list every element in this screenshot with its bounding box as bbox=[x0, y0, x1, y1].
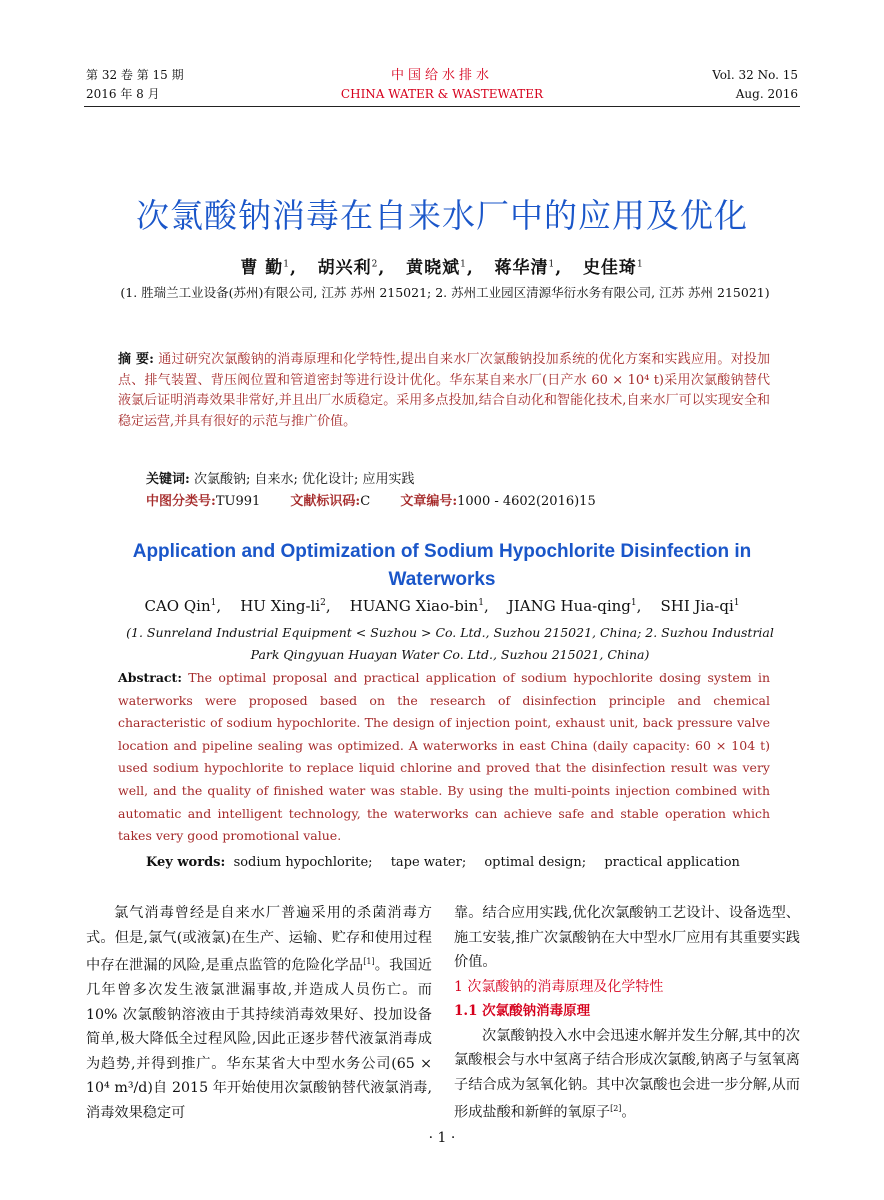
author-cn: 胡兴利$^2$ bbox=[317, 258, 379, 278]
citation-ref: [1] bbox=[363, 957, 375, 966]
author-cn: 史佳琦$^1$ bbox=[582, 258, 644, 278]
clc-label: 中图分类号: bbox=[146, 494, 216, 509]
header-rule bbox=[84, 106, 800, 107]
abstract-label-cn: 摘 要: bbox=[118, 352, 154, 367]
author-cn: 蒋华清$^1$ bbox=[494, 258, 556, 278]
abstract-label-en: Abstract: bbox=[118, 670, 182, 685]
keywords-en bbox=[146, 853, 754, 873]
article-no-label: 文章编号: bbox=[400, 494, 458, 509]
author-en: HU Xing-$li^2$ bbox=[240, 597, 326, 615]
body-paragraph: 次氯酸钠投入水中会迅速水解并发生分解,其中的次氯酸根会与水中氢离子结合形成次氯酸,钠离子与氢氧离子结合成为氢氧化钠。其中次氯酸也会进一步分解,从而形成盐酸和新鲜的氧原子[2]。 bbox=[454, 1027, 800, 1121]
author-list-en: CAO Qin$^1$, HU Xing-$li^2$, HUANG Xiao-bin$^1$, JIANG Hua-qing$^1$, SHI Jia-$qi^1$ bbox=[144, 597, 740, 615]
author-en: JIANG Hua-qing$^1$ bbox=[507, 597, 637, 615]
keyword-en: sodium hypochlorite; bbox=[233, 855, 373, 870]
journal-name-en: CHINA WATER & WASTEWATER bbox=[340, 87, 544, 101]
author-cn: 黄晓斌$^1$ bbox=[406, 258, 467, 278]
author-list-cn: 曹 勤$^1$, 胡兴利$^2$, 黄晓斌$^1$, 蒋华清$^1$, 史佳琦$^1$ bbox=[240, 258, 644, 278]
keyword-en: practical application bbox=[604, 855, 740, 870]
subsection-heading: 1.1 次氯酸钠消毒原理 bbox=[454, 1003, 591, 1019]
body-paragraph: 氯气消毒曾经是自来水厂普遍采用的杀菌消毒方式。但是,氯气(或液氯)在生产、运输、贮存和使用过程中存在泄漏的风险,是重点监管的危险化学品[1]。我国近几年曾多次发生液氯泄漏事故,并造成人员伤亡。而 10% 次氯酸钠溶液由于其持续消毒效果好、投加设备简单,极大降低全过程风险,因此正逐步替代液氯消毒成为趋势,并得到推广。华东某省大中型水务公司(65 × 10⁴ m³/d)自 2015 年开始使用次氯酸钠替代液氯消毒,消毒效果稳定可 bbox=[86, 905, 432, 1121]
doc-code-label: 文献标识码: bbox=[290, 494, 361, 509]
doc-code-value: C bbox=[360, 494, 371, 509]
header-volume-en bbox=[712, 66, 798, 104]
body-column-right bbox=[454, 901, 800, 1125]
author-en: CAO Qin$^1$ bbox=[144, 597, 217, 615]
article-no-value: 1000 - 4602(2016)15 bbox=[457, 494, 596, 509]
page-number: · 1 · bbox=[428, 1130, 456, 1146]
affiliation-en: (1. Sunreland Industrial Equipment < Suzhou > Co. Ltd., Suzhou 215021, China; 2. Suzhou Industrial Park Qingyuan Huayan Water Co. Ltd., Suzhou 215021, China) bbox=[126, 625, 774, 662]
keyword-en: tape water; bbox=[390, 855, 467, 870]
keywords-cn bbox=[146, 470, 415, 490]
volume-issue-cn: 第 32 卷 第 15 期 bbox=[86, 68, 184, 82]
author-en: HUANG Xiao-bin$^1$ bbox=[349, 597, 484, 615]
abstract-text-cn: 通过研究次氯酸钠的消毒原理和化学特性,提出自来水厂次氯酸钠投加系统的优化方案和实践应用。对投加点、排气装置、背压阀位置和管道密封等进行设计优化。华东某自来水厂(日产水 60 × 10⁴ t)采用次氯酸钠替代液氯后证明消毒效果非常好,并且出厂水质稳定。采用多点投加,结合自动化和智能化技术,自来水厂可以实现安全和稳定运营,并具有很好的示范与推广价值。 bbox=[118, 352, 770, 429]
date-cn: 2016 年 8 月 bbox=[86, 87, 160, 101]
date-en: Aug. 2016 bbox=[735, 87, 798, 101]
author-en: SHI Jia-$qi^1$ bbox=[660, 597, 740, 615]
clc-value: TU991 bbox=[215, 494, 261, 509]
volume-issue-en: Vol. 32 No. 15 bbox=[712, 68, 798, 82]
keywords-text-cn: 次氯酸钠; 自来水; 优化设计; 应用实践 bbox=[193, 472, 415, 487]
affiliation-cn: (1. 胜瑞兰工业设备(苏州)有限公司, 江苏 苏州 215021; 2. 苏州工业园区清源华衍水务有限公司, 江苏 苏州 215021) bbox=[120, 285, 770, 300]
journal-name-cn: 中国给水排水 bbox=[390, 68, 493, 83]
classification-line bbox=[146, 492, 622, 512]
keywords-label-cn: 关键词: bbox=[146, 472, 190, 487]
citation-ref: [2] bbox=[610, 1104, 622, 1113]
body-column-left bbox=[86, 901, 432, 1125]
abstract-en bbox=[118, 667, 770, 848]
abstract-text-en: The optimal proposal and practical application of sodium hypochlorite dosing system in waterworks were proposed based on the research of disinfection principle and chemical characteristic of sodium hypochlorite. The design of injection point, exhaust unit, back pressure valve location and pipeline sealing was optimized. A waterworks in east China (daily capacity: 60 × 104 t) used sodium hypochlorite to replace liquid chlorine and proved that the disinfection result was very well, and the quality of finished water was stable. By using the multi-points injection combined with automatic and intelligent technology, the waterworks can achieve safe and stable operation which takes very good promotional value. bbox=[118, 670, 770, 844]
keyword-en: optimal design; bbox=[484, 855, 587, 870]
body-paragraph: 靠。结合应用实践,优化次氯酸钠工艺设计、设备选型、施工安装,推广次氯酸钠在大中型水厂应用有其重要实践价值。 bbox=[454, 905, 800, 970]
author-cn: 曹 勤$^1$ bbox=[240, 258, 290, 278]
keywords-label-en: Key words: bbox=[146, 855, 226, 870]
article-title-cn: 次氯酸钠消毒在自来水厂中的应用及优化 bbox=[136, 196, 748, 235]
abstract-cn bbox=[118, 350, 770, 432]
article-title-en: Application and Optimization of Sodium Hypochlorite Disinfection in Waterworks bbox=[132, 541, 752, 590]
section-heading: 1 次氯酸钠的消毒原理及化学特性 bbox=[454, 978, 664, 995]
